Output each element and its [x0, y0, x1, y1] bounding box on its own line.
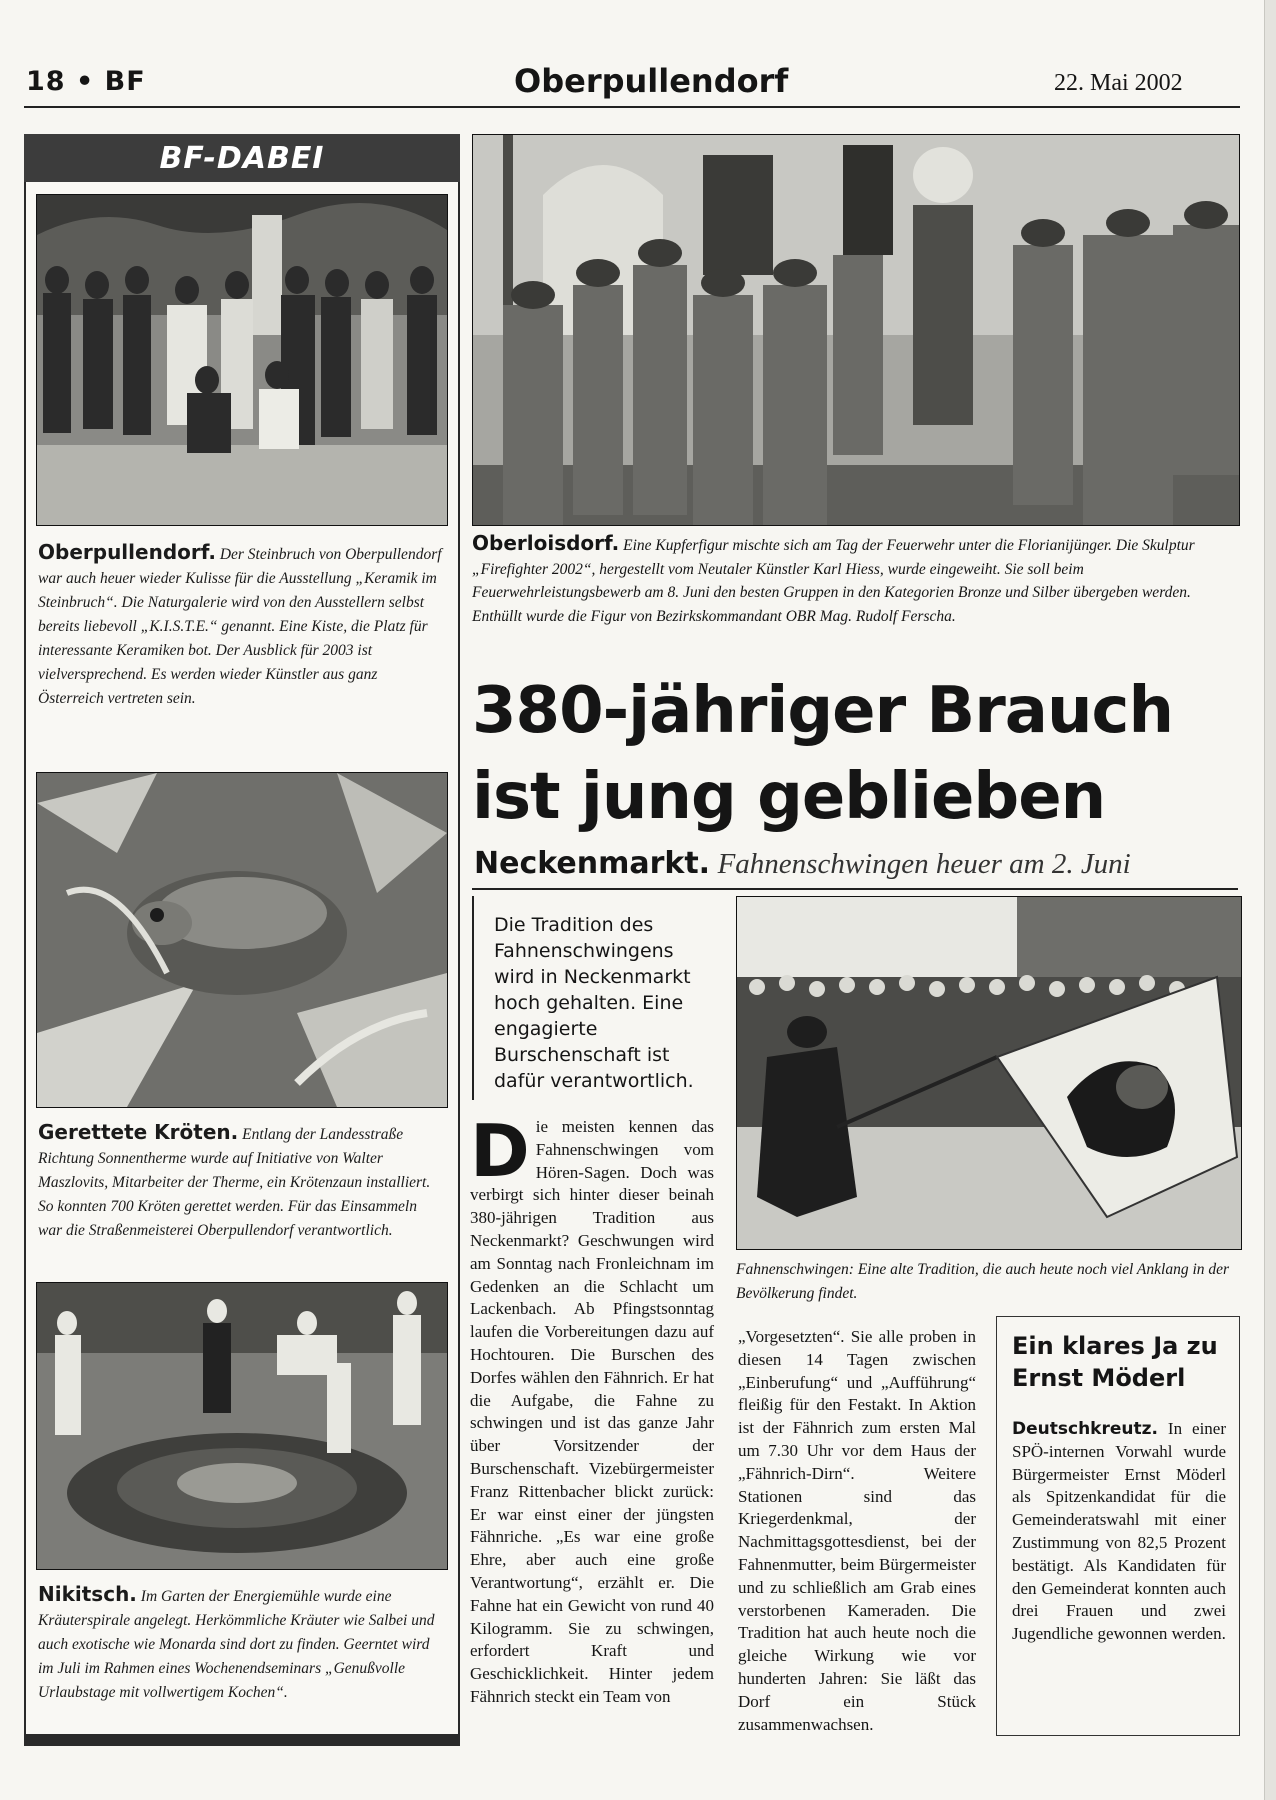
caption-oberloisdorf [472, 532, 1238, 628]
drop-cap: D [470, 1109, 530, 1193]
quarry-group-photo [36, 194, 448, 526]
caption-text: Eine Kupferfigur mischte sich am Tag der Feuerwehr unter die Florianijünger. Die Skulptur „Firefighter 2002“, hergestellt vom Neutaler Künstler Karl Hiess, wurde eingeweiht. Sie soll beim Feuerwehrleistungsbewerb am 8. Juni den besten Gruppen in den Kategorien Bronze und Silber übergeben werden. Enthüllt wurde die Figur von Bezirkskommandant OBR Mag. Rudolf Ferscha. [472, 537, 1195, 625]
firefighter-photo [472, 134, 1240, 526]
subtitle: Fahnenschwingen heuer am 2. Juni [717, 848, 1131, 880]
herb-spiral-photo [36, 1282, 448, 1570]
article-body-column-1 [470, 1109, 714, 1709]
sidebar-title: Ein klares Ja zu Ernst Möderl [1012, 1332, 1218, 1392]
subheadline-rule [472, 888, 1238, 890]
caption-place: Oberloisdorf. [472, 531, 620, 555]
caption-text: Im Garten der Energiemühle wurde eine Kräuterspirale angelegt. Herkömmliche Kräuter wie Salbei und auch exotische wie Monarda sind dort zu finden. Geerntet wird im Juli im Rahmen eines Wochenendseminars „Genußvolle Urlaubstage mit vollwertigem Kochen“. [38, 1588, 435, 1701]
caption-flag-photo: Fahnenschwingen: Eine alte Tradition, die auch heute noch viel Anklang in der Bevölkerung findet. [736, 1261, 1230, 1302]
caption-place: Oberpullendorf. [38, 540, 216, 564]
section-title: Oberpullendorf [514, 62, 789, 100]
article-intro: Die Tradition des Fahnenschwingens wird in Neckenmarkt hoch gehalten. Eine engagierte Burschenschaft ist dafür verantwortlich. [472, 896, 720, 1100]
caption-place: Gerettete Kröten. [38, 1120, 239, 1144]
page-number: 18 • BF [26, 66, 146, 97]
sidebar-text: In einer SPÖ-internen Vorwahl wurde Bürgermeister Ernst Möderl als Spitzenkandidat für die Gemeinderatswahl mit einer Zustimmung von 82,5 Prozent bestätigt. Als Kandidaten für den Gemeinderat konnten auch drei Frauen und zwei Jugendliche gewonnen werden. [1012, 1419, 1226, 1644]
flag-swinging-photo [736, 896, 1242, 1250]
caption-kroeten [38, 1120, 444, 1243]
headline-line-2: ist jung geblieben [472, 760, 1106, 834]
box-bottom-bar [24, 1734, 460, 1746]
caption-text: Entlang der Landesstraße Richtung Sonnentherme wurde auf Initiative von Walter Maszlovits, Mitarbeiter der Therme, ein Krötenzaun installiert. So konnten 700 Kröten gerettet werden. Für das Einsammeln war die Straßenmeisterei Oberpullendorf verantwortlich. [38, 1126, 431, 1239]
bf-dabei-title: BF-DABEI [24, 134, 460, 182]
sidebar-body [1012, 1418, 1226, 1646]
caption-place: Nikitsch. [38, 1582, 137, 1606]
toad-photo [36, 772, 448, 1108]
sidebar-place: Deutschkreutz. [1012, 1419, 1158, 1439]
page-edge [1264, 0, 1276, 1800]
body-text: ie meisten kennen das Fahnenschwingen vom Hören-Sagen. Doch was verbirgt sich hinter dieser beinah 380-jährigen Tradition aus Neckenmarkt? Geschwungen wird am Sonntag nach Fronleichnam im Gedenken an die Schlacht um Lackenbach. Ab Pfingstsonntag laufen die Vorbereitungen dazu auf Hochtouren. Die Burschen des Dorfes wählen den Fähnrich. Er hat die Aufgabe, die Fahne zu schwingen und ist das ganze Jahr über Vorsitzender der Burschenschaft. Vizebürgermeister Franz Rittenbacher blickt zurück: Er war einst einer der jüngsten Fähnriche. „Es war eine große Ehre, aber auch eine große Verantwortung“, erzählt er. Die Fahne hat ein Gewicht von rund 40 Kilogramm. Sie zu schwingen, erfordert Kraft und Geschicklichkeit. Hinter jedem Fähnrich steckt ein Team von [470, 1117, 714, 1706]
article-body-column-2: „Vorgesetzten“. Sie alle proben in diesen 14 Tagen zwischen „Einberufung“ und „Aufführung“ fleißig für den Festakt. In Aktion ist der Fähnrich zum ersten Mal um 7.30 Uhr vor dem Haus der „Fähnrich-Dirn“. Weitere Stationen sind das Kriegerdenkmal, der Nachmittagsgottesdienst, bei der Fahnenmutter, beim Bürgermeister und zu schließlich am Grab eines verstorbenen Kameraden. Die Tradition hat auch heute noch die gleiche Wirkung wie vor hunderten Jahren: Sie läßt das Dorf ein Stück zusammenwachsen. [738, 1327, 976, 1734]
dateline: Neckenmarkt. [474, 846, 711, 881]
caption-oberpullendorf [38, 540, 444, 711]
caption-nikitsch [38, 1582, 444, 1705]
caption-text: Der Steinbruch von Oberpullendorf war auch heuer wieder Kulisse für die Ausstellung „Keramik im Steinbruch“. Die Naturgalerie wird von den Ausstellern selbst bereits liebevoll „K.I.S.T.E.“ genannt. Eine Kiste, die Platz für interessante Keramiken bot. Der Ausblick für 2003 ist vielversprechend. Es werden wieder Künstler aus ganz Österreich vertreten sein. [38, 546, 442, 707]
header-rule [24, 106, 1240, 108]
headline-line-1: 380-jähriger Brauch [472, 674, 1173, 748]
issue-date: 22. Mai 2002 [1054, 70, 1183, 96]
headline [472, 668, 1252, 840]
subheadline [474, 846, 1131, 881]
